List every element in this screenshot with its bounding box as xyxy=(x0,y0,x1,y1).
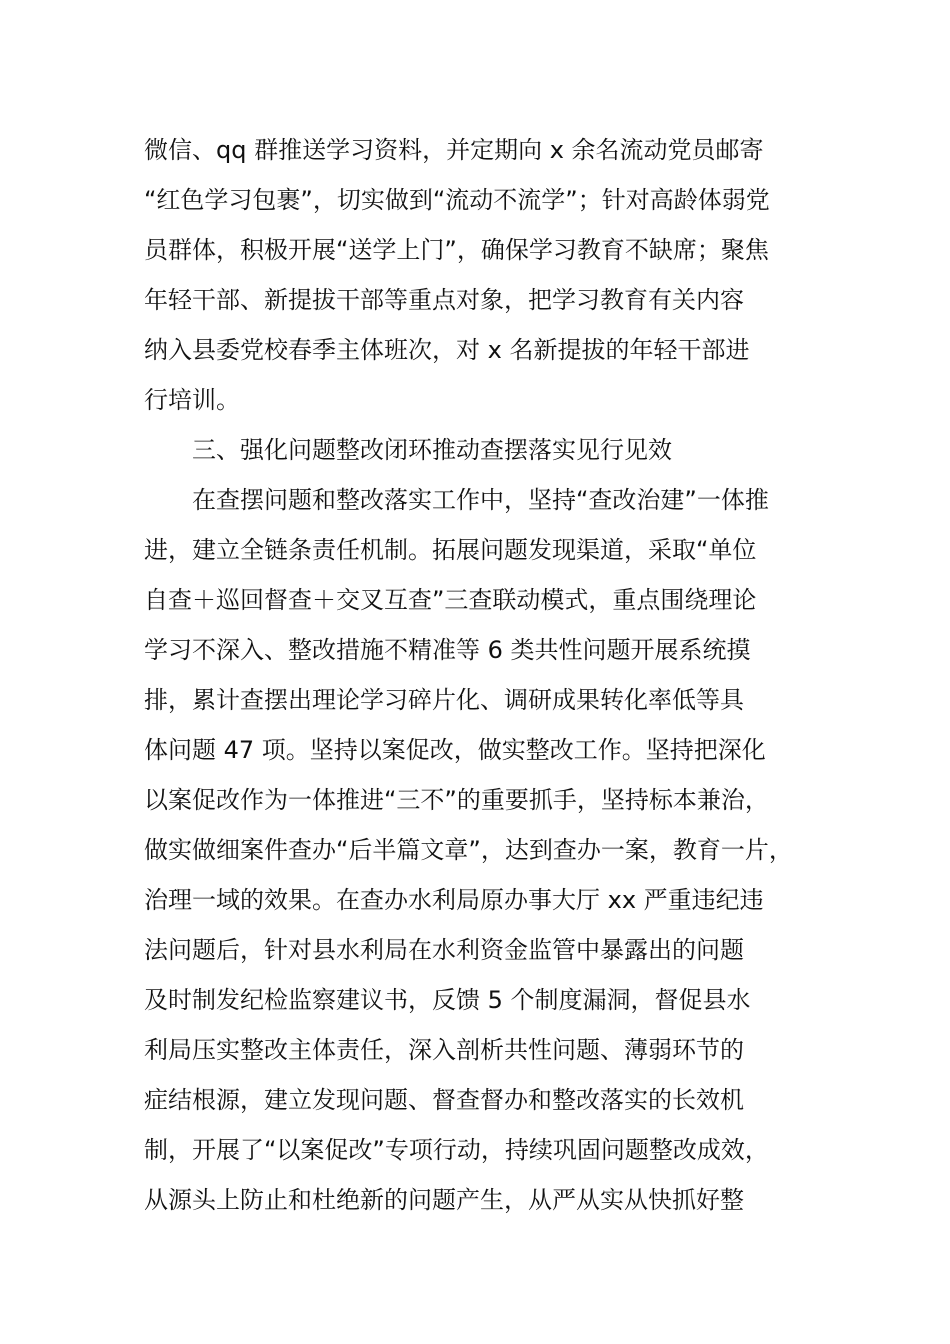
text-line: 及时制发纪检监察建议书，反馈 5 个制度漏洞，督促县水 xyxy=(144,986,751,1014)
text-line: 治理一域的效果。在查办水利局原办事大厅 xx 严重违纪违 xyxy=(144,886,764,914)
text-line: 自查＋巡回督查＋交叉互查”三查联动模式，重点围绕理论 xyxy=(144,586,757,614)
text-line: 体问题 47 项。坚持以案促改，做实整改工作。坚持把深化 xyxy=(144,736,766,764)
section-heading: 三、强化问题整改闭环推动查摆落实见行见效 xyxy=(192,436,672,464)
text-line: 排，累计查摆出理论学习碎片化、调研成果转化率低等具 xyxy=(144,686,744,714)
text-line: 行培训。 xyxy=(144,386,240,414)
text-line: 从源头上防止和杜绝新的问题产生，从严从实从快抓好整 xyxy=(144,1186,744,1214)
text-line: 纳入县委党校春季主体班次，对 x 名新提拔的年轻干部进 xyxy=(144,336,750,364)
text-line: 法问题后，针对县水利局在水利资金监管中暴露出的问题 xyxy=(144,936,744,964)
text-line: 做实做细案件查办“后半篇文章”，达到查办一案，教育一片， xyxy=(144,836,793,864)
paragraph-first-line: 在查摆问题和整改落实工作中，坚持“查改治建”一体推 xyxy=(192,486,769,514)
text-line: 以案促改作为一体推进“三不”的重要抓手，坚持标本兼治， xyxy=(144,786,769,814)
text-line: 制，开展了“以案促改”专项行动，持续巩固问题整改成效， xyxy=(144,1136,769,1164)
text-line: 微信、qq 群推送学习资料，并定期向 x 余名流动党员邮寄 xyxy=(144,136,764,164)
text-line: 症结根源，建立发现问题、督查督办和整改落实的长效机 xyxy=(144,1086,744,1114)
text-line: 年轻干部、新提拔干部等重点对象，把学习教育有关内容 xyxy=(144,286,744,314)
text-line: 进，建立全链条责任机制。拓展问题发现渠道，采取“单位 xyxy=(144,536,757,564)
text-line: 利局压实整改主体责任，深入剖析共性问题、薄弱环节的 xyxy=(144,1036,744,1064)
text-line: 员群体，积极开展“送学上门”，确保学习教育不缺席；聚焦 xyxy=(144,236,769,264)
text-line: “红色学习包裹”，切实做到“流动不流学”；针对高龄体弱党 xyxy=(144,186,770,214)
text-line: 学习不深入、整改措施不精准等 6 类共性问题开展系统摸 xyxy=(144,636,751,664)
